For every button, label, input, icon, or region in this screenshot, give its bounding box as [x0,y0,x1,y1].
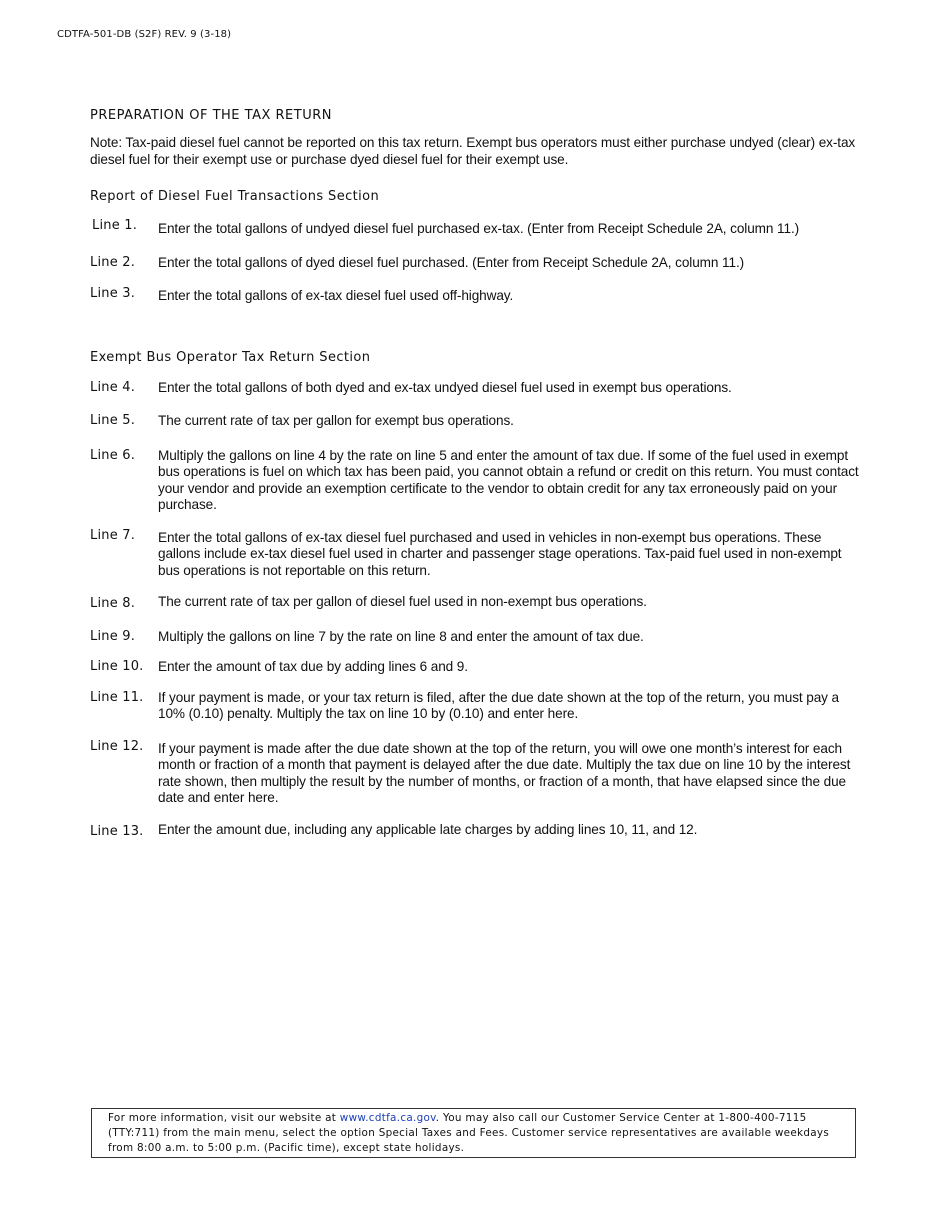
bus-section-lines [90,380,860,841]
line-text: Enter the amount due, including any applicable late charges by adding lines 10, 11, and 12. [158,821,698,837]
line-text: Enter the amount of tax due by adding lines 6 and 9. [158,659,468,674]
footer-info-box [91,1108,856,1158]
line-text: If your payment is made, or your tax return is filed, after the due date shown at the top of the return, you must pay a 10% (0.10) penalty. Multiply the tax on line 10 by (0.10) and enter here. [158,689,839,721]
footer-line-3: from 8:00 a.m. to 5:00 p.m. (Pacific time), except state holidays. [108,1142,465,1154]
report-section-lines [90,218,860,305]
line-item-9 [90,629,860,646]
line-label: Line 11. [90,689,144,705]
bus-section-title: Exempt Bus Operator Tax Return Section [90,349,371,365]
report-section-title: Report of Diesel Fuel Transactions Section [90,189,380,204]
line-item-1 [90,218,860,238]
line-label: Line 12. [90,738,144,754]
line-label: Line 3. [90,286,136,301]
footer-line-2: (TTY:711) from the main menu, select the option Special Taxes and Fees. Customer service representatives are available weekdays [108,1127,830,1139]
page-title: PREPARATION OF THE TAX RETURN [90,108,332,123]
line-text: Enter the total gallons of both dyed and ex-tax undyed diesel fuel used in exempt bus operations. [158,379,732,395]
line-label: Line 13. [90,823,144,839]
line-item-10 [90,659,860,676]
line-text: Enter the total gallons of ex-tax diesel fuel used off-highway. [158,288,514,303]
footer-line-1-rest: . You may also call our Customer Service Center at 1-800-400-7115 [435,1112,807,1124]
line-text: Enter the total gallons of ex-tax diesel fuel purchased and used in vehicles in non-exempt bus operations. These gallons include ex-tax diesel fuel used in charter and passenger stage operations. Tax-paid fuel used in non-exempt bus operations is not reportable on this return. [158,529,842,578]
line-item-11 [90,690,860,723]
line-text: Multiply the gallons on line 4 by the rate on line 5 and enter the amount of tax due. If some of the fuel used in exempt bus operations is fuel on which tax has been paid, you cannot obtain a refund or credit on this return. You must contact your vendor and provide an exemption certificate to the vendor to obtain credit for any tax erroneously paid on your purchase. [158,447,859,512]
line-text: The current rate of tax per gallon for exempt bus operations. [158,413,514,428]
line-item-6 [90,448,860,514]
line-label: Line 6. [90,447,136,463]
website-link[interactable]: www.cdtfa.ca.gov [339,1112,436,1124]
form-id: CDTFA-501-DB (S2F) REV. 9 (3-18) [57,29,232,40]
note-paragraph: Note: Tax-paid diesel fuel cannot be reported on this tax return. Exempt bus operators must either purchase undyed (clear) ex-tax diesel fuel for their exempt use or purchase dyed diesel fuel for their exempt use. [90,135,856,167]
line-item-5 [90,413,860,430]
line-item-13 [90,822,860,841]
line-item-3 [90,288,860,305]
line-label: Line 4. [90,379,136,395]
line-label: Line 10. [90,659,144,674]
instructions-content [90,108,860,840]
line-label: Line 8. [90,596,136,611]
line-text: If your payment is made after the due date shown at the top of the return, you will owe one month’s interest for each month or fraction of a month that payment is delayed after the due date. Multiply the tax due on line 10 by the interest rate shown, then multiply the result by the number of months, or fraction of a month, that have elapsed since the due date and enter here. [158,740,851,805]
line-item-8 [90,594,860,613]
line-item-2 [90,255,860,272]
line-text: Multiply the gallons on line 7 by the rate on line 8 and enter the amount of tax due. [158,628,644,644]
footer-line-1 [108,1111,855,1126]
line-label: Line 9. [90,628,136,644]
line-item-4 [90,380,860,397]
line-text: Enter the total gallons of undyed diesel fuel purchased ex-tax. (Enter from Receipt Schedule 2A, column 11.) [158,221,800,236]
line-label: Line 2. [90,254,136,270]
line-label: Line 1. [92,218,138,233]
line-text: Enter the total gallons of dyed diesel fuel purchased. (Enter from Receipt Schedule 2A, column 11.) [158,254,745,270]
footer-prefix: For more information, visit our website at [108,1112,340,1124]
line-text: The current rate of tax per gallon of diesel fuel used in non-exempt bus operations. [158,594,647,609]
line-item-12 [90,738,860,807]
line-label: Line 7. [90,527,136,543]
line-item-7 [90,527,860,580]
line-label: Line 5. [90,413,136,428]
